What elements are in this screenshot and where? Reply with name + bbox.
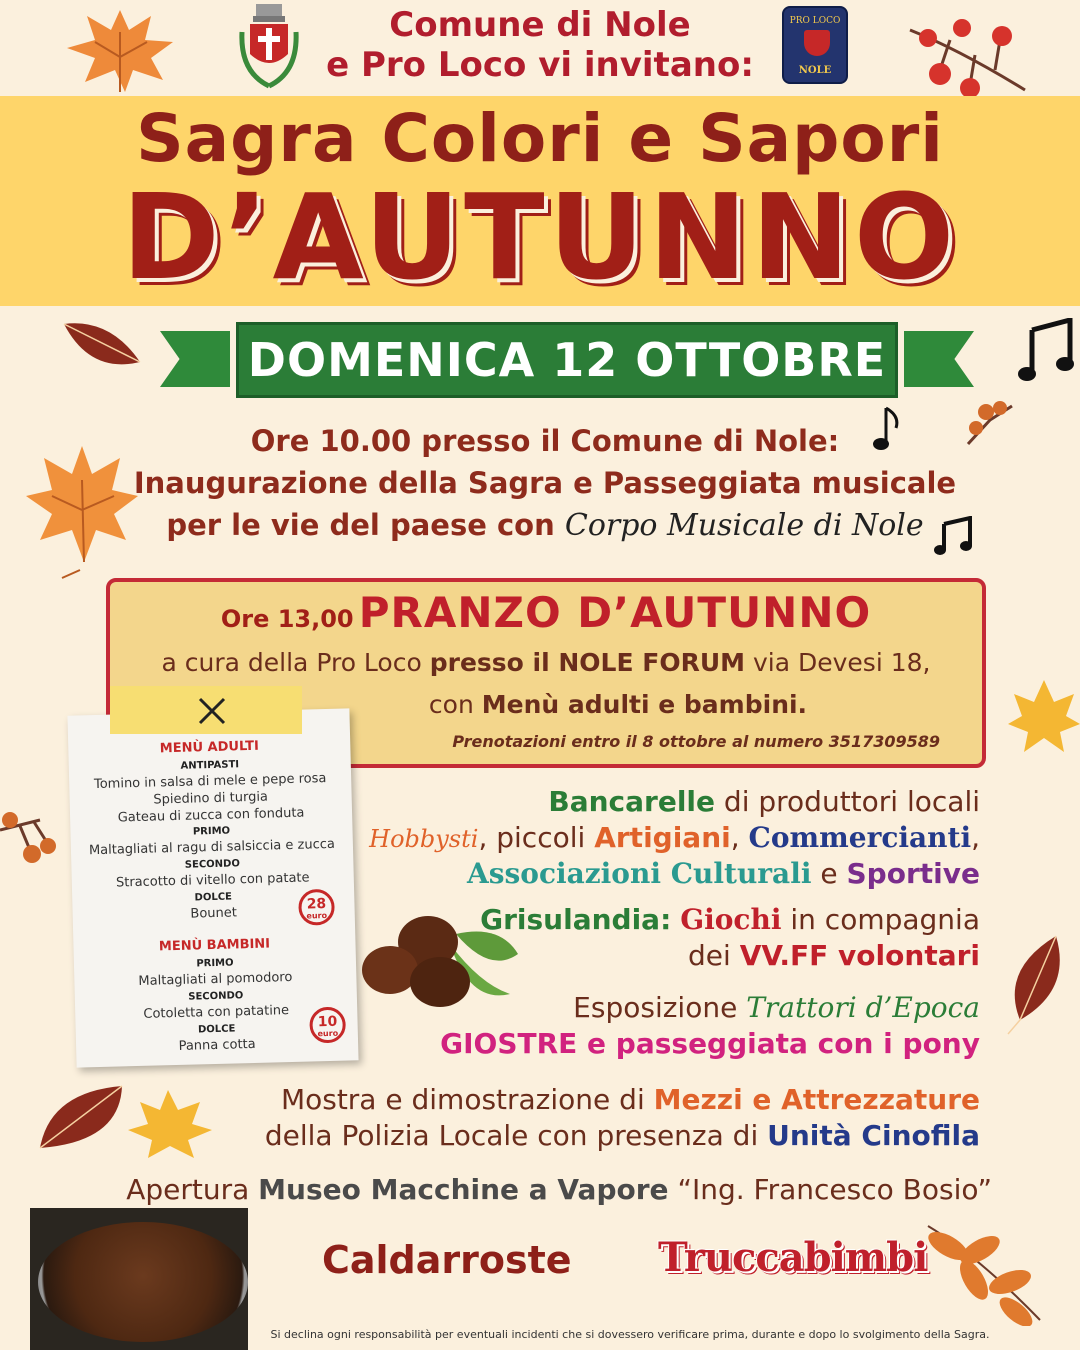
header-line-2: e Pro Loco vi invitano: — [326, 45, 754, 85]
event-trattori — [573, 990, 980, 1026]
trattori-label: Trattori d’Epoca — [746, 991, 980, 1024]
booking-note: Prenotazioni entro il 8 ottobre al numero 3517309589 — [452, 732, 940, 751]
menu-item: Gateau di zucca con fonduta — [117, 805, 305, 826]
lunch-address: via Devesi 18, — [752, 648, 931, 677]
rosehip-berries-icon — [900, 10, 1030, 100]
vvff-label: VV.FF volontari — [739, 939, 980, 972]
lunch-line-2 — [106, 648, 986, 677]
lunch-time: Ore 13,00 — [220, 605, 354, 633]
menu-adults-title: MENÙ ADULTI — [159, 738, 260, 757]
bosio-text: “Ing. Francesco Bosio” — [677, 1173, 992, 1206]
event-vvff — [688, 938, 980, 974]
bancarelle-label: Bancarelle — [548, 785, 716, 818]
morning-line-2: Inaugurazione della Sagra e Passeggiata musicale — [133, 466, 957, 500]
menu-item: Stracotto di vitello con patate — [115, 870, 310, 891]
menu-section: SECONDO — [184, 858, 241, 871]
bancarelle-desc: di produttori locali — [723, 785, 980, 818]
menu-item: Maltagliati al ragu di salsiccia e zucca — [88, 836, 336, 859]
piccoli-label: , piccoli — [478, 821, 586, 854]
menu-item: Panna cotta — [178, 1036, 256, 1054]
chestnut-pan — [38, 1222, 248, 1342]
disclaimer: Si declina ogni responsabilità per eventuali incidenti che si dovessero verificare prima, durante e dopo lo svolgimento della Sagra. — [270, 1328, 990, 1341]
berries-icon — [0, 800, 66, 866]
lunch-menu-types: Menù adulti e bambini. — [481, 690, 808, 719]
header-line-1: Comune di Nole — [389, 5, 691, 45]
museo-label: Museo Macchine a Vapore — [258, 1173, 669, 1206]
date-ribbon — [236, 322, 898, 398]
morning-line-3 — [100, 504, 990, 547]
dark-leaf-icon — [60, 318, 144, 374]
morning-line-1: Ore 10.00 presso il Comune di Nole: — [250, 424, 840, 458]
title-line-2: D’AUTUNNO — [121, 168, 959, 306]
event-giostre: GIOSTRE e passeggiata con i pony — [440, 1027, 980, 1060]
menu-item: Bounet — [190, 905, 238, 922]
truccabimbi-label: Truccabimbi — [658, 1234, 928, 1281]
roasted-chestnuts-photo — [30, 1208, 248, 1350]
proloco-logo — [782, 6, 848, 84]
menu-section: ANTIPASTI — [180, 759, 240, 772]
price-currency: euro — [317, 1028, 339, 1039]
adults-price-badge — [298, 889, 335, 926]
grisulandia-label: Grisulandia: — [480, 903, 672, 936]
cutlery-icon — [196, 697, 228, 725]
yellow-leaf-icon — [1008, 676, 1080, 756]
dei-text: dei — [688, 939, 731, 972]
associazioni-label: Associazioni Culturali — [467, 857, 812, 890]
commercianti-label: Commercianti — [748, 821, 972, 854]
event-bancarelle — [548, 784, 980, 820]
menu-item: Spiedino di turgia — [153, 789, 269, 808]
lunch-organizer: a cura della Pro Loco — [161, 648, 422, 677]
maple-leaf-icon — [55, 2, 185, 97]
price-currency: euro — [306, 911, 328, 921]
menu-item: Maltagliati al pomodoro — [138, 969, 293, 989]
yellow-leaf-icon — [124, 1086, 214, 1162]
dark-leaf-icon — [30, 1082, 126, 1156]
esposizione-text: Esposizione — [573, 991, 738, 1024]
proloco-shield-icon — [804, 30, 830, 56]
adults-price: 28 — [306, 896, 327, 913]
sportive-label: Sportive — [846, 857, 980, 890]
ribbon-tail-left — [160, 331, 230, 387]
menu-section: DOLCE — [197, 1023, 236, 1036]
comune-crest-icon — [236, 2, 302, 92]
lunch-line-3 — [250, 690, 986, 719]
apertura-text: Apertura — [126, 1173, 250, 1206]
compagnia-text: in compagnia — [790, 903, 980, 936]
morning-line-3-prefix: per le vie del paese con — [166, 508, 555, 542]
event-mostra — [281, 1082, 980, 1118]
menu-section: PRIMO — [192, 825, 231, 838]
unita-label: Unità Cinofila — [767, 1119, 980, 1152]
menu-section: PRIMO — [196, 957, 234, 970]
lunch-with: con — [428, 690, 474, 719]
hobbysti-label: Hobbysti — [369, 825, 479, 853]
kids-price: 10 — [317, 1013, 338, 1031]
caldarroste-label: Caldarroste — [322, 1238, 572, 1282]
menu-item: Tomino in salsa di mele e pepe rosa — [93, 770, 327, 793]
menu-kids-title: MENÙ BAMBINI — [158, 936, 271, 955]
event-date: DOMENICA 12 OTTOBRE — [247, 333, 887, 387]
lunch-title: PRANZO D’AUTUNNO — [358, 588, 872, 637]
event-associazioni — [467, 856, 980, 892]
lunch-title-line — [106, 588, 986, 637]
event-artigiani: Hobbysti, piccoli Artigiani, Commercianti, — [369, 821, 980, 854]
title-line-1: Sagra Colori e Sapori — [136, 100, 944, 177]
giochi-label: Giochi — [680, 903, 782, 936]
orange-leaves-branch-icon — [918, 1216, 1048, 1326]
ribbon-tail-right — [904, 331, 974, 387]
menu-card — [67, 708, 358, 1067]
proloco-logo-bottom: NOLE — [798, 65, 832, 76]
event-museo — [126, 1172, 992, 1208]
mezzi-label: Mezzi e Attrezzature — [653, 1083, 980, 1116]
menu-section: DOLCE — [194, 891, 233, 904]
polizia-text: della Polizia Locale con presenza di — [264, 1119, 759, 1152]
conj-e: e — [820, 857, 838, 890]
music-note-icon — [1018, 318, 1078, 382]
artigiani-label: Artigiani — [594, 821, 731, 854]
lunch-venue: presso il NOLE FORUM — [429, 648, 746, 677]
event-polizia — [265, 1118, 980, 1154]
menu-item: Cotoletta con patatine — [143, 1003, 290, 1022]
dark-leaf-icon — [1000, 930, 1070, 1040]
band-name: Corpo Musicale di Nole — [564, 508, 924, 543]
mostra-text: Mostra e dimostrazione di — [280, 1083, 645, 1116]
event-grisulandia — [480, 902, 980, 938]
proloco-logo-top: PRO LOCO — [789, 16, 841, 26]
menu-section: SECONDO — [188, 990, 244, 1003]
